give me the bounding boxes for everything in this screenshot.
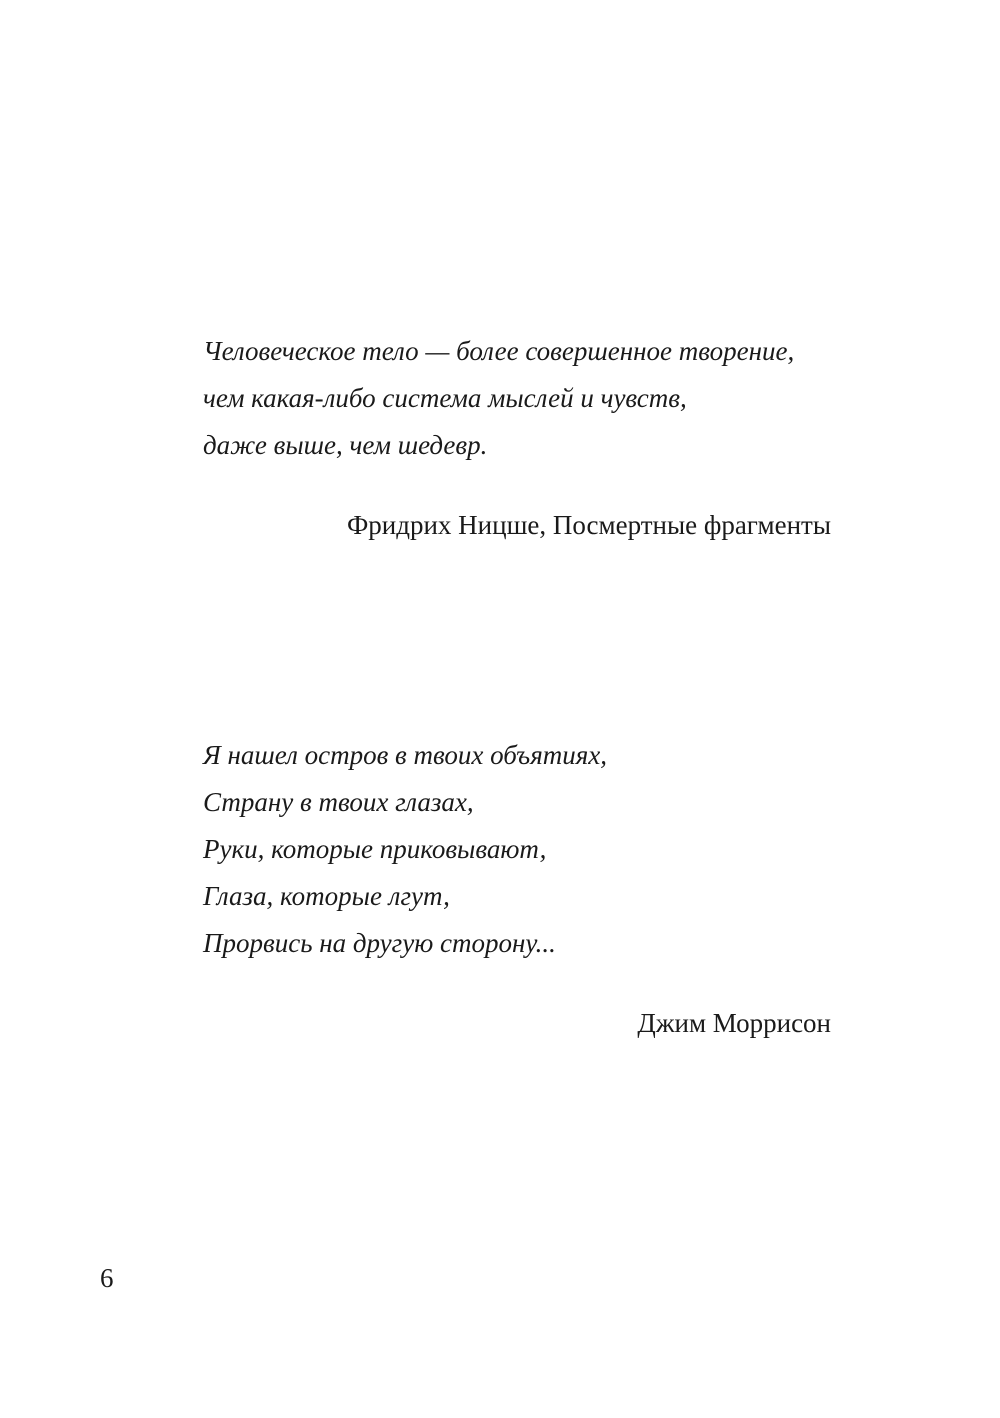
quote-line: даже выше, чем шедевр. (203, 430, 488, 460)
quote-line: чем какая-либо система мыслей и чувств, (203, 383, 687, 413)
quote-line: Прорвись на другую сторону... (203, 928, 556, 958)
quote-line: Я нашел остров в твоих объятиях, (203, 740, 608, 770)
epigraph-morrison (203, 732, 831, 1047)
quote-attribution: Фридрих Ницше, Посмертные фрагменты (346, 510, 831, 540)
quote-line: Страну в твоих глазах, (203, 787, 474, 817)
quote-line: Руки, которые приковывают, (203, 834, 547, 864)
quote-line: Глаза, которые лгут, (203, 881, 450, 911)
quote-attribution: Джим Моррисон (637, 1008, 831, 1038)
epigraph-nietzsche (203, 328, 831, 549)
quote-line: Человеческое тело — более совершенное творение, (203, 336, 795, 366)
page-number: 6 (100, 1263, 114, 1293)
